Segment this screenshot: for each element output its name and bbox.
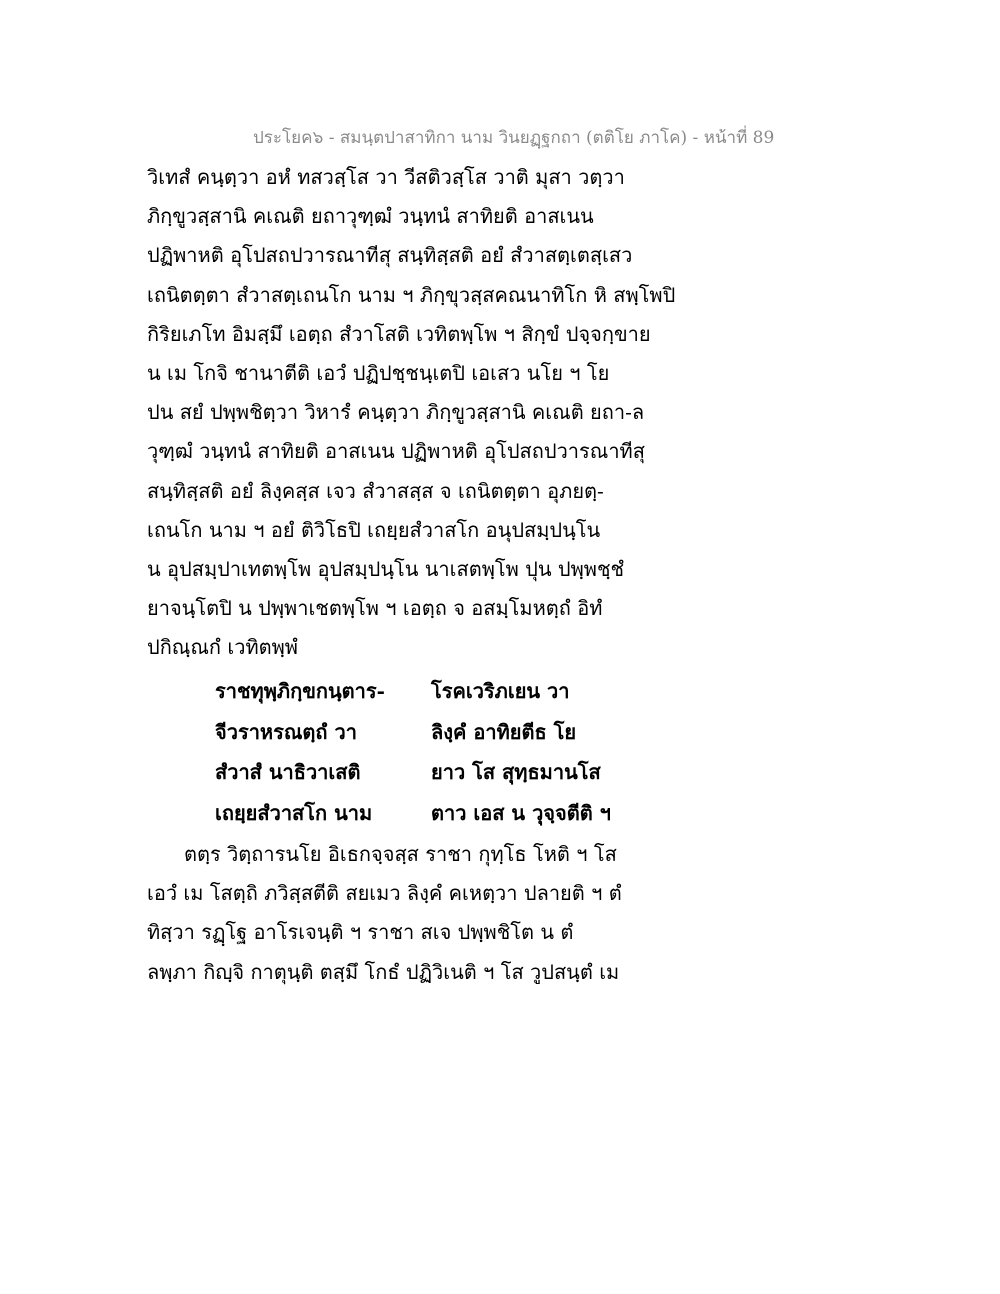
verse-left-half: ราชทุพฺภิกฺขกนฺตาร- [215,679,385,703]
verse-right-half: โรคเวริภเยน วา [431,679,570,703]
text-line: ยาจนฺโตปิ น ปพฺพาเชตพฺโพ ฯ เอตฺถ จ อสมฺโมหตฺถํ อิทํ [147,596,603,621]
text-line: น อุปสมฺปาเทตพฺโพ อุปสมฺปนฺโน นาเสตพฺโพ ปุน ปพฺพชฺชํ [147,556,625,581]
text-line: เอวํ เม โสตฺถิ ภวิสฺสตีติ สยเมว ลิงฺคํ คเหตฺวา ปลายติ ฯ ตํ [147,881,622,906]
verse-block [215,671,635,834]
text-line: ตตฺร วิตฺถารนโย อิเธกจฺจสฺส ราชา กุทฺโธ โหติ ฯ โส [184,842,617,866]
verse-row [215,671,635,712]
verse-left-half: จีวราหรณตฺถํ วา [215,719,357,744]
text-line: ทิสฺวา รฏฺโฐ อาโรเจนฺติ ฯ ราชา สเจ ปพฺพชิโต น ตํ [147,920,574,945]
text-line: ลพฺภา กิญฺจิ กาตุนฺติ ตสฺมึ โกธํ ปฏิวิเนติ ฯ โส วูปสนฺตํ เม [147,959,620,984]
page-header: ประโยค๖ - สมนฺตปาสาทิกา นาม วินยฏฺฐกถา (ตติโย ภาโค) - หน้าที่ 89 [253,128,775,148]
text-line: กิริยเภโท อิมสฺมึ เอตฺถ สํวาโสติ เวทิตพฺโพ ฯ สิกฺขํ ปจฺจกฺขาย [147,321,651,346]
text-line: น เม โกจิ ชานาตีติ เอวํ ปฏิปชฺชนฺเตปิ เอเสว นโย ฯ โย [147,360,610,385]
verse-left-half: เถยฺยสํวาสโก นาม [215,801,373,826]
verse-right-half: ตาว เอส น วุจฺจตีติ ฯ [431,801,611,826]
text-line: ปกิณฺณกํ เวทิตพฺพํ [147,635,298,660]
verse-row [215,752,635,793]
verse-right-half: ยาว โส สุทฺธมานโส [431,760,601,785]
paragraph-1 [147,158,707,667]
text-line: วิเทสํ คนฺตฺวา อหํ ทสวสฺโส วา วีสติวสฺโส วาติ มุสา วตฺวา [147,165,625,189]
paragraph-2 [147,835,707,992]
text-line: สนฺทิสฺสติ อยํ ลิงฺคสฺส เจว สํวาสสฺส จ เถนิตตฺตา อุภยตฺ- [147,478,604,503]
text-line: เถนโก นาม ฯ อยํ ติวิโธปิ เถยฺยสํวาสโก อนุปสมฺปนฺโน [147,517,601,542]
text-line: วุฑฺฒํ วนฺทนํ สาทิยติ อาสเนน ปฏิพาหติ อุโปสถปวารณาทีสุ [147,439,645,464]
text-line: ปน สยํ ปพฺพชิตฺวา วิหารํ คนฺตฺวา ภิกฺขูวสฺสานิ คเณติ ยถา-ล [147,400,645,425]
verse-left-half: สํวาสํ นาธิวาเสติ [215,760,361,785]
verse-row [215,712,635,753]
verse-row [215,793,635,834]
text-line: เถนิตตฺตา สํวาสตฺเถนโก นาม ฯ ภิกฺขุวสฺสคณนาทิโก หิ สพฺโพปิ [147,282,676,307]
text-line: ปฏิพาหติ อุโปสถปวารณาทีสุ สนฺทิสฺสติ อยํ สํวาสตฺเตสฺเสว [147,243,633,268]
text-line: ภิกฺขูวสฺสานิ คเณติ ยถาวุฑฺฒํ วนฺทนํ สาทิยติ อาสเนน [147,204,594,229]
verse-right-half: ลิงฺคํ อาทิยตีธ โย [431,719,577,744]
